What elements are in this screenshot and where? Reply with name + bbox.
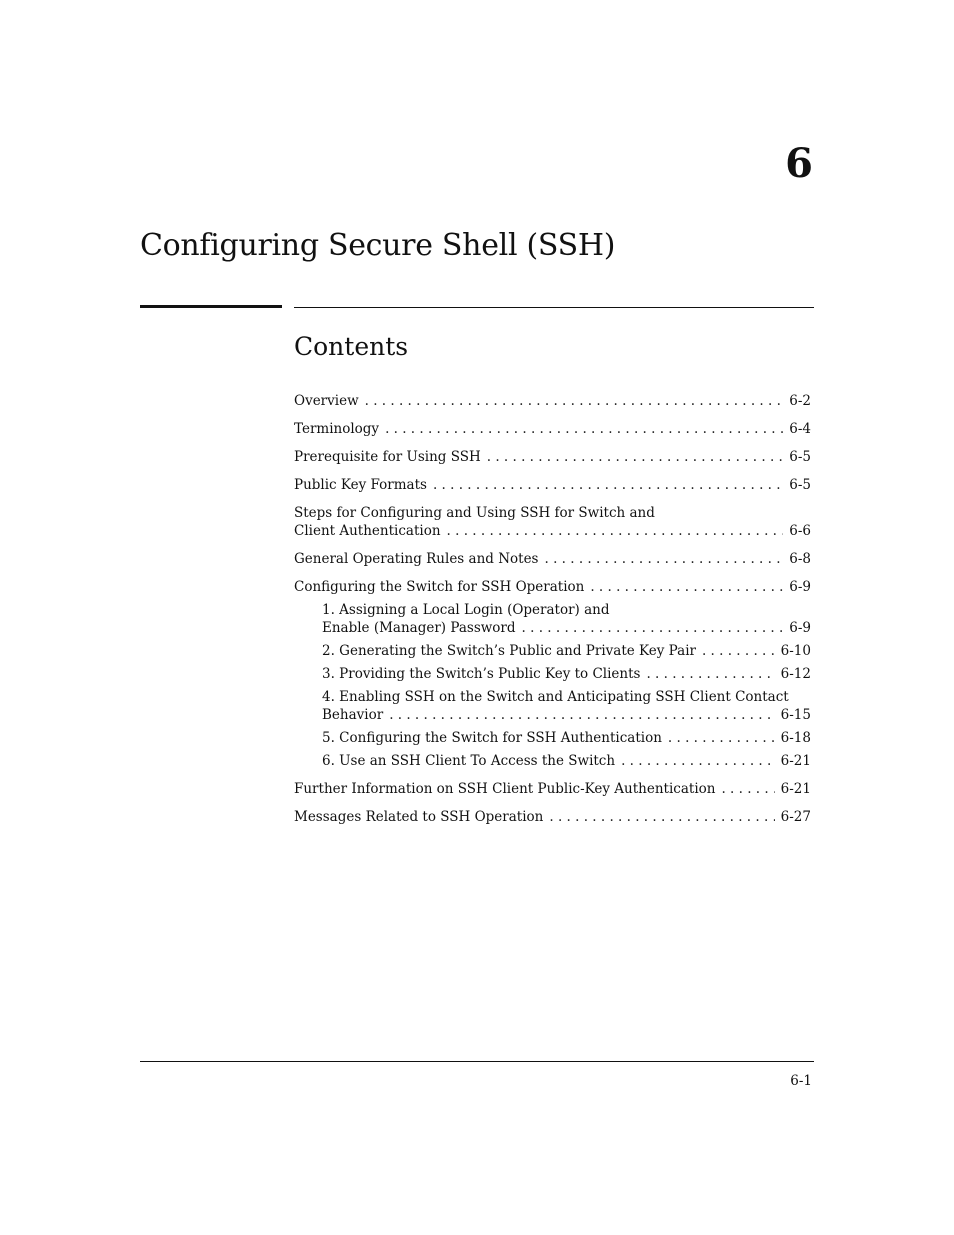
contents-heading: Contents	[294, 332, 409, 361]
toc-page-number: 6-12	[780, 666, 811, 682]
toc-dot-leader	[522, 619, 784, 637]
toc-page-number: 6-6	[789, 523, 811, 539]
chapter-number: 6	[785, 140, 813, 187]
toc-entry-title: General Operating Rules and Notes	[294, 551, 539, 567]
toc-dot-leader	[389, 706, 774, 724]
toc-dot-leader	[590, 578, 783, 596]
toc-subentry-configuring-authentication[interactable]	[294, 729, 811, 747]
toc-entry-further-information[interactable]	[294, 780, 811, 798]
toc-dot-leader	[721, 780, 774, 798]
toc-entry-steps-configuring[interactable]	[294, 504, 811, 540]
toc-subentry-assigning-login[interactable]	[294, 601, 811, 637]
toc-entry-title-line1: 1. Assigning a Local Login (Operator) and	[322, 602, 610, 618]
toc-dot-leader	[549, 808, 774, 826]
toc-dot-leader	[447, 522, 784, 540]
toc-page-number: 6-9	[789, 620, 811, 636]
toc-subentry-use-ssh-client[interactable]	[294, 752, 811, 770]
toc-entry-configuring-switch[interactable]	[294, 578, 811, 596]
toc-page-number: 6-9	[789, 579, 811, 595]
toc-entry-terminology[interactable]	[294, 420, 811, 438]
toc-page-number: 6-18	[780, 730, 811, 746]
chapter-title: Configuring Secure Shell (SSH)	[140, 228, 616, 263]
toc-page-number: 6-5	[789, 477, 811, 493]
toc-entry-title: Behavior	[322, 707, 384, 723]
footer-rule	[140, 1061, 814, 1062]
toc-entry-public-key-formats[interactable]	[294, 476, 811, 494]
toc-dot-leader	[487, 448, 784, 466]
toc-entry-title: Public Key Formats	[294, 477, 427, 493]
toc-dot-leader	[668, 729, 775, 747]
footer-page-number: 6-1	[790, 1073, 812, 1089]
toc-page-number: 6-2	[789, 393, 811, 409]
toc-entry-overview[interactable]	[294, 392, 811, 410]
chapter-rule-thin	[294, 307, 814, 308]
toc-entry-title: 5. Configuring the Switch for SSH Authentication	[322, 730, 662, 746]
toc-entry-title: 3. Providing the Switch’s Public Key to Clients	[322, 666, 641, 682]
toc-entry-general-rules[interactable]	[294, 550, 811, 568]
toc-entry-title: 2. Generating the Switch’s Public and Private Key Pair	[322, 643, 696, 659]
toc-entry-title: Configuring the Switch for SSH Operation	[294, 579, 585, 595]
toc-entry-prerequisite[interactable]	[294, 448, 811, 466]
table-of-contents	[294, 392, 811, 826]
toc-page-number: 6-21	[780, 753, 811, 769]
chapter-rule-thick	[140, 305, 282, 308]
toc-dot-leader	[702, 642, 775, 660]
toc-subentry-generating-key-pair[interactable]	[294, 642, 811, 660]
toc-entry-title-line1: 4. Enabling SSH on the Switch and Anticipating SSH Client Contact	[322, 689, 789, 705]
toc-entry-title: Messages Related to SSH Operation	[294, 809, 544, 825]
toc-page-number: 6-15	[780, 707, 811, 723]
toc-page-number: 6-21	[780, 781, 811, 797]
toc-dot-leader	[544, 550, 783, 568]
toc-dot-leader	[365, 392, 784, 410]
toc-entry-title: Client Authentication	[294, 523, 441, 539]
toc-page-number: 6-27	[780, 809, 811, 825]
toc-page-number: 6-4	[789, 421, 811, 437]
toc-page-number: 6-10	[780, 643, 811, 659]
toc-subentry-providing-public-key[interactable]	[294, 665, 811, 683]
toc-dot-leader	[385, 420, 783, 438]
toc-entry-title: Prerequisite for Using SSH	[294, 449, 481, 465]
toc-dot-leader	[646, 665, 774, 683]
toc-dot-leader	[621, 752, 775, 770]
toc-page-number: 6-8	[789, 551, 811, 567]
toc-page-number: 6-5	[789, 449, 811, 465]
toc-entry-title: 6. Use an SSH Client To Access the Switch	[322, 753, 616, 769]
toc-entry-title: Overview	[294, 393, 359, 409]
toc-subentry-enabling-ssh[interactable]	[294, 688, 811, 724]
toc-entry-title: Terminology	[294, 421, 380, 437]
toc-dot-leader	[433, 476, 783, 494]
toc-entry-title: Further Information on SSH Client Public-Key Authentication	[294, 781, 716, 797]
toc-entry-title-line1: Steps for Configuring and Using SSH for Switch and	[294, 505, 655, 521]
toc-entry-messages[interactable]	[294, 808, 811, 826]
toc-entry-title: Enable (Manager) Password	[322, 620, 516, 636]
